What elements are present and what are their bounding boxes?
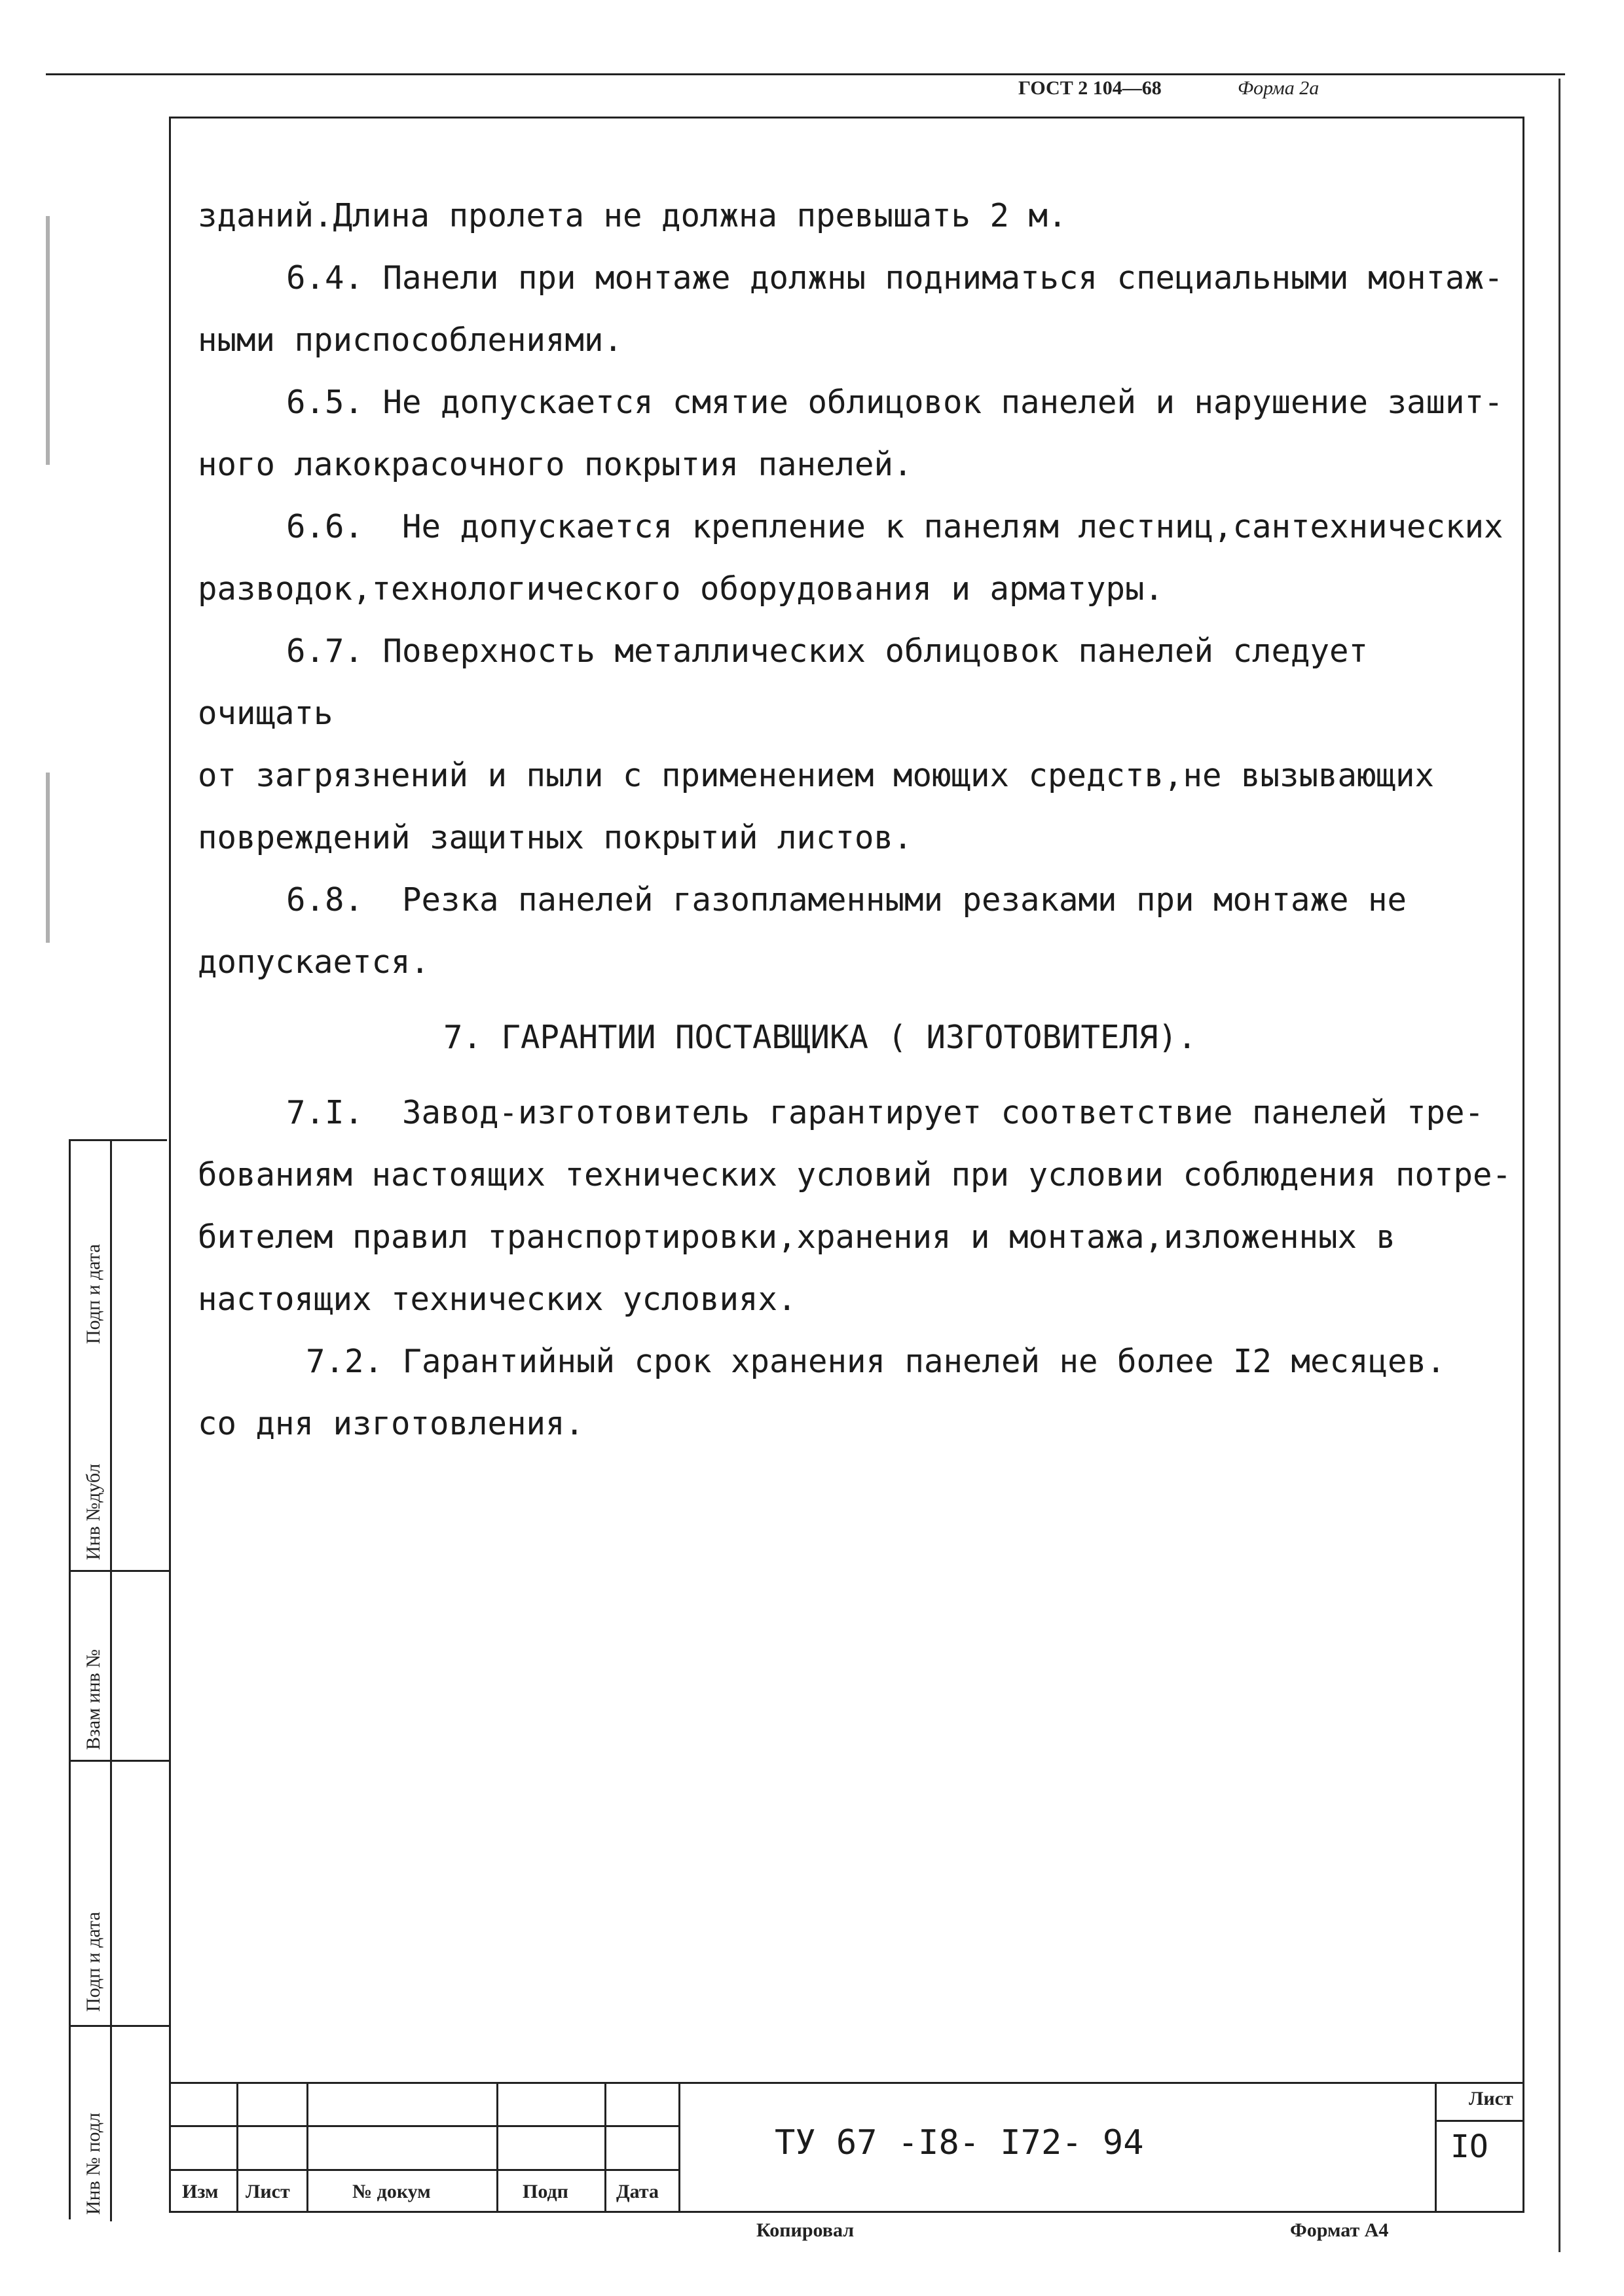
label-podp: Подп xyxy=(523,2181,568,2202)
right-edge-line xyxy=(1559,79,1560,2252)
paragraph: 7.I. Завод-изготовитель гарантирует соответствие панелей тре- xyxy=(286,1094,1485,1131)
side-label-podp-data: Подп и дата xyxy=(83,1912,104,2012)
paragraph: 6.6. Не допускается крепление к панелям лестниц,сантехнических xyxy=(286,508,1504,545)
title-block-divider xyxy=(1435,2084,1437,2211)
title-block xyxy=(169,2082,1524,2213)
strip-divider xyxy=(110,1141,112,2221)
label-list: Лист xyxy=(246,2181,290,2202)
paragraph: ными приспособлениями. xyxy=(198,321,623,359)
strip-divider xyxy=(71,1570,169,1572)
title-block-row xyxy=(1435,2120,1524,2122)
paragraph: от загрязнений и пыли с применением моющих средств,не вызывающих xyxy=(198,757,1435,794)
top-rule xyxy=(46,73,1565,75)
scan-artifact xyxy=(46,216,50,465)
title-block-divider xyxy=(496,2084,498,2211)
header-gost: ГОСТ 2 104—68 xyxy=(1018,77,1162,99)
strip-divider xyxy=(71,2025,169,2027)
side-label-podp-data: Подп и дата xyxy=(83,1244,104,1344)
paragraph: повреждений защитных покрытий листов. xyxy=(198,819,913,856)
title-block-divider xyxy=(678,2084,680,2211)
paragraph: настоящих технических условиях. xyxy=(198,1281,797,1318)
paragraph: зданий.Длина пролета не должна превышать 2 м. xyxy=(198,197,1067,234)
label-izm: Изм xyxy=(182,2181,219,2202)
strip-divider xyxy=(71,1760,169,1762)
label-data: Дата xyxy=(616,2181,659,2202)
paragraph: ного лакокрасочного покрытия панелей. xyxy=(198,446,913,483)
side-label-inv-podl: Инв № подл xyxy=(83,2113,104,2215)
paragraph: 6.4. Панели при монтаже должны подниматься специальными монтаж- xyxy=(286,259,1504,297)
footer-copied: Копировал xyxy=(756,2219,855,2241)
footer-format: Формат А4 xyxy=(1290,2219,1389,2241)
section-heading: 7. ГАРАНТИИ ПОСТАВЩИКА ( ИЗГОТОВИТЕЛЯ). xyxy=(443,1019,1197,1056)
paragraph: со дня изготовления. xyxy=(198,1405,585,1442)
title-block-divider xyxy=(604,2084,606,2211)
document-body xyxy=(198,185,1521,1455)
title-block-row xyxy=(169,2125,678,2127)
paragraph: бованиям настоящих технических условий при условии соблюдения потре- xyxy=(198,1156,1512,1194)
title-block-divider xyxy=(306,2084,308,2211)
paragraph: 6.5. Не допускается смятие облицовок панелей и нарушение зашит- xyxy=(286,384,1504,421)
paragraph: разводок,технологического оборудования и арматуры. xyxy=(198,570,1164,608)
label-dokum: № докум xyxy=(352,2181,431,2202)
left-margin-strip xyxy=(69,1139,167,2219)
sheet-label: Лист xyxy=(1469,2088,1513,2109)
paragraph: 6.8. Резка панелей газопламенными резаками при монтаже не xyxy=(286,881,1407,919)
title-block-divider xyxy=(236,2084,238,2211)
title-block-row xyxy=(169,2169,678,2171)
scan-artifact xyxy=(46,773,50,943)
sheet-number: IO xyxy=(1450,2128,1488,2165)
paragraph: 7.2. Гарантийный срок хранения панелей не более I2 месяцев. xyxy=(306,1343,1446,1380)
paragraph: 6.7. Поверхность металлических облицовок панелей следует очищать xyxy=(198,632,1388,732)
paragraph: допускается. xyxy=(198,943,430,981)
side-label-inv-dubl: Инв №дубл xyxy=(83,1463,104,1560)
side-label-vzam-inv: Взам инв № xyxy=(83,1649,104,1750)
header-form: Форма 2а xyxy=(1238,77,1320,99)
document-code: ТУ 67 -I8- I72- 94 xyxy=(775,2123,1144,2162)
paragraph: бителем правил транспортировки,хранения и монтажа,изложенных в xyxy=(198,1218,1396,1256)
